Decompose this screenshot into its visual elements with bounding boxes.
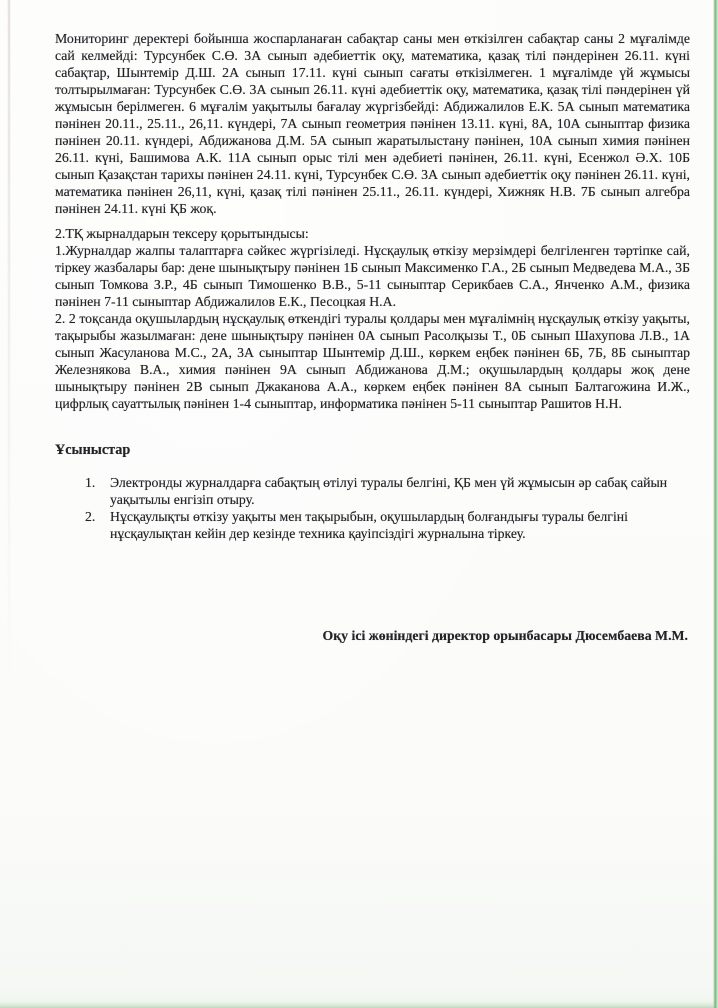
list-item-text: Нұсқаулықты өткізу уақыты мен тақырыбын, оқушылардың болғандығы туралы белгіні нұсқаулықтан кейін дер кезінде техника қауіпсіздігі журналына тіркеу.	[110, 509, 629, 541]
list-item-number: 2.	[85, 509, 96, 524]
document-body	[55, 30, 690, 644]
journal-check-paragraph-2: 2. 2 тоқсанда оқушылардың нұсқаулық өткендігі туралы қолдары мен мұғалімнің нұсқаулық өткізу уақыты, тақырыбы жазылмаған: дене шынықтыру пәнінен 0А сынып Расолқызы Т., 0Б сынып Шахупова Л.В., 1А сынып Жасуланова М.С., 2А, 3А сыныптар Шынтемір Д.Ш., көркем еңбек пәнінен 6Б, 7Б, 8Б сыныптар Железнякова В.А., химия пәнінен 9А сынып Абдижанова Д.М.; оқушылардың қолдары жоқ дене шынықтыру пәнінен 2В сынып Джаканова А.А., көркем еңбек пәнінен 8А сынып Балтагожина И.Ж., цифрлық сауаттылық пәнінен 1-4 сыныптар, информатика пәнінен 5-11 сыныптар Рашитов Н.Н.	[55, 311, 690, 411]
list-item	[55, 508, 690, 542]
list-item	[55, 474, 690, 508]
journal-check-section	[55, 225, 690, 412]
recommendations-list	[55, 474, 690, 542]
list-item-number: 1.	[85, 475, 96, 490]
scan-bottom-edge	[0, 1001, 718, 1008]
monitoring-paragraph: Мониторинг деректері бойынша жоспарланаған сабақтар саны мен өткізілген сабақтар саны 2 мұғалімде сай келмейді: Турсунбек С.Ө. 3А сынып әдебиеттік оқу, математика, қазақ тілі пәндерінен 26.11. күні сабақтар, Шынтемір Д.Ш. 2А сынып 17.11. күні сынып сағаты өткізілмеген. 1 мұғалімде үй жұмысы толтырылмаған: Турсунбек С.Ө. 3А сынып 26.11. күні әдебиеттік оқу, математика, қазақ тілі пәндерінен үй жұмысын берілмеген. 6 мұғалім уақытылы бағалау жүргізбейді: Абдижалилов Е.К. 5А сынып математика пәнінен 20.11., 25.11., 26,11. күндері, 7А сынып геометрия пәнінен 13.11. күні, 8А, 10А сыныптар физика пәнінен 20.11. күндері, Абдижанова Д.М. 5А сынып жаратылыстану пәнінен, 10А сынып химия пәнінен 26.11. күні, Башимова А.К. 11А сынып орыс тілі мен әдебиеті пәнінен, 26.11. күні, Есенжол Ә.Х. 10Б сынып Қазақстан тарихы пәнінен 24.11. күні, Турсунбек С.Ө. 3А сынып әдебиеттік оқу пәнінен 26.11. күні, математика пәнінен 26,11, күні, қазақ тілі пәнінен 25.11., 26.11. күндері, Хижняк Н.В. 7Б сынып алгебра пәнінен 24.11. күні ҚБ жоқ.	[55, 31, 690, 216]
scan-crease-artifact	[8, 0, 10, 690]
list-item-text: Электронды журналдарға сабақтың өтілуі туралы белгіні, ҚБ мен үй жұмысын әр сабақ сайын уақытылы енгізіп отыру.	[110, 475, 668, 507]
scan-right-edge	[713, 0, 718, 1008]
journal-check-heading: 2.ТҚ жырналдарын тексеру қорытындысы:	[55, 226, 309, 241]
recommendations-heading: Ұсыныстар	[55, 442, 131, 458]
signature-line: Оқу ісі жөніндегі директор орынбасары Дюсембаева М.М.	[322, 628, 688, 643]
journal-check-paragraph-1: 1.Журналдар жалпы талаптарға сәйкес жүргізіледі. Нұсқаулық өткізу мерзімдері белгіленген тәртіпке сай, тіркеу жазбалары бар: дене шынықтыру пәнінен 1Б сынып Максименко Г.А., 2Б сынып Медведева М.А., 3Б сынып Томкова З.Р., 4Б сынып Тимошенко В.В., 5-11 сыныптар Серикбаев С.А., Янченко А.М., физика пәнінен 7-11 сыныптар Абдижалилов Е.К., Песоцкая Н.А.	[55, 243, 690, 309]
